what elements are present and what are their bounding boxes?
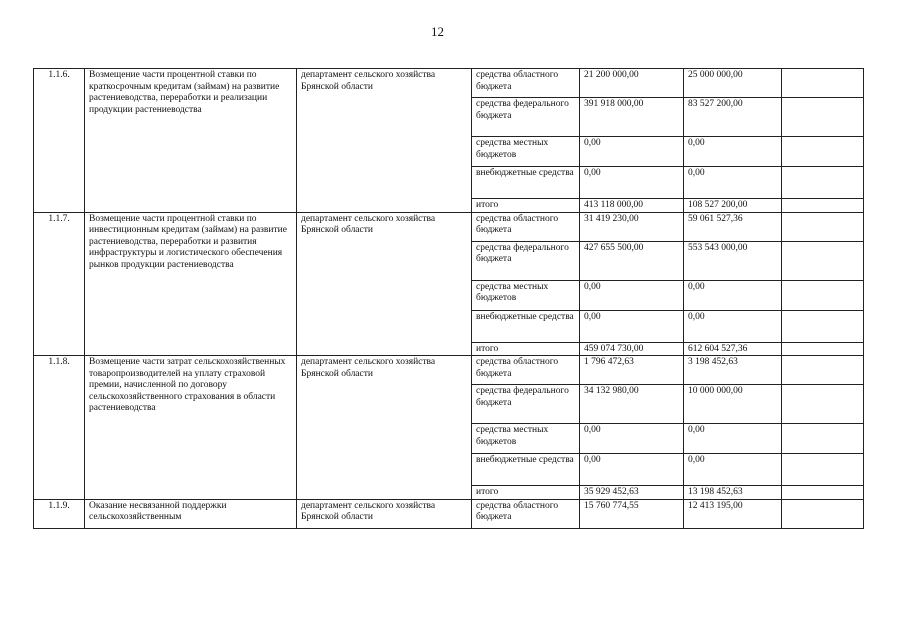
funding-source: средства местных бюджетов: [472, 280, 580, 310]
funding-source: средства федерального бюджета: [472, 241, 580, 280]
amount-2: 3 198 452,63: [684, 356, 782, 385]
amount-1: 34 132 980,00: [580, 385, 684, 424]
funding-source: средства областного бюджета: [472, 499, 580, 528]
amount-2: 10 000 000,00: [684, 385, 782, 424]
item-number: 1.1.8.: [34, 356, 85, 500]
amount-2: 0,00: [684, 167, 782, 199]
amount-1: 0,00: [580, 310, 684, 342]
amount-1: 427 655 500,00: [580, 241, 684, 280]
funding-source: внебюджетные средства: [472, 454, 580, 486]
funding-source: средства федерального бюджета: [472, 98, 580, 137]
empty-cell: [782, 499, 864, 528]
funding-source: итого: [472, 342, 580, 356]
amount-2: 0,00: [684, 424, 782, 454]
amount-2: 0,00: [684, 310, 782, 342]
item-number: 1.1.7.: [34, 212, 85, 356]
amount-1: 0,00: [580, 280, 684, 310]
empty-cell: [782, 280, 864, 310]
executor: департамент сельского хозяйства Брянской области: [297, 69, 472, 213]
funding-source: средства областного бюджета: [472, 356, 580, 385]
funding-source: средства областного бюджета: [472, 69, 580, 98]
amount-1: 0,00: [580, 167, 684, 199]
amount-1: 15 760 774,55: [580, 499, 684, 528]
amount-2: 108 527 200,00: [684, 199, 782, 213]
activity-name: Оказание несвязанной поддержки сельскохозяйственным: [85, 499, 297, 528]
program-activities-table: [33, 68, 864, 529]
empty-cell: [782, 98, 864, 137]
amount-2: 0,00: [684, 137, 782, 167]
empty-cell: [782, 167, 864, 199]
empty-cell: [782, 212, 864, 241]
page-number: 12: [431, 24, 444, 39]
empty-cell: [782, 137, 864, 167]
amount-2: 59 061 527,36: [684, 212, 782, 241]
funding-source: средства федерального бюджета: [472, 385, 580, 424]
amount-1: 0,00: [580, 454, 684, 486]
table-row: [34, 69, 864, 98]
amount-2: 83 527 200,00: [684, 98, 782, 137]
empty-cell: [782, 424, 864, 454]
activity-name: Возмещение части процентной ставки по краткосрочным кредитам (займам) на развитие растениеводства, переработки и реализации продукции растениеводства: [85, 69, 297, 213]
funding-source: итого: [472, 486, 580, 500]
table-row: [34, 356, 864, 385]
empty-cell: [782, 342, 864, 356]
amount-1: 21 200 000,00: [580, 69, 684, 98]
empty-cell: [782, 385, 864, 424]
funding-source: средства областного бюджета: [472, 212, 580, 241]
amount-2: 25 000 000,00: [684, 69, 782, 98]
funding-source: итого: [472, 199, 580, 213]
item-number: 1.1.6.: [34, 69, 85, 213]
amount-1: 31 419 230,00: [580, 212, 684, 241]
funding-source: средства местных бюджетов: [472, 137, 580, 167]
amount-1: 391 918 000,00: [580, 98, 684, 137]
amount-2: 13 198 452,63: [684, 486, 782, 500]
executor: департамент сельского хозяйства Брянской области: [297, 212, 472, 356]
activity-name: Возмещение части затрат сельскохозяйственных товаропроизводителей на уплату страховой премии, начисленной по договору сельскохозяйственного страхования в области растениеводства: [85, 356, 297, 500]
activity-name: Возмещение части процентной ставки по инвестиционным кредитам (займам) на развитие растениеводства, переработки и развития инфраструктуры и логистического обеспечения рынков продукции растениеводства: [85, 212, 297, 356]
amount-2: 12 413 195,00: [684, 499, 782, 528]
empty-cell: [782, 310, 864, 342]
empty-cell: [782, 454, 864, 486]
amount-2: 0,00: [684, 454, 782, 486]
funding-source: внебюджетные средства: [472, 310, 580, 342]
amount-2: 553 543 000,00: [684, 241, 782, 280]
empty-cell: [782, 69, 864, 98]
executor: департамент сельского хозяйства Брянской области: [297, 356, 472, 500]
amount-1: 0,00: [580, 137, 684, 167]
empty-cell: [782, 241, 864, 280]
amount-1: 35 929 452,63: [580, 486, 684, 500]
table-row: [34, 212, 864, 241]
amount-2: 0,00: [684, 280, 782, 310]
amount-1: 1 796 472,63: [580, 356, 684, 385]
empty-cell: [782, 356, 864, 385]
funding-source: средства местных бюджетов: [472, 424, 580, 454]
executor: департамент сельского хозяйства Брянской области: [297, 499, 472, 528]
amount-1: 0,00: [580, 424, 684, 454]
item-number: 1.1.9.: [34, 499, 85, 528]
amount-2: 612 604 527,36: [684, 342, 782, 356]
empty-cell: [782, 199, 864, 213]
amount-1: 413 118 000,00: [580, 199, 684, 213]
amount-1: 459 074 730,00: [580, 342, 684, 356]
funding-source: внебюджетные средства: [472, 167, 580, 199]
table-row: [34, 499, 864, 528]
empty-cell: [782, 486, 864, 500]
